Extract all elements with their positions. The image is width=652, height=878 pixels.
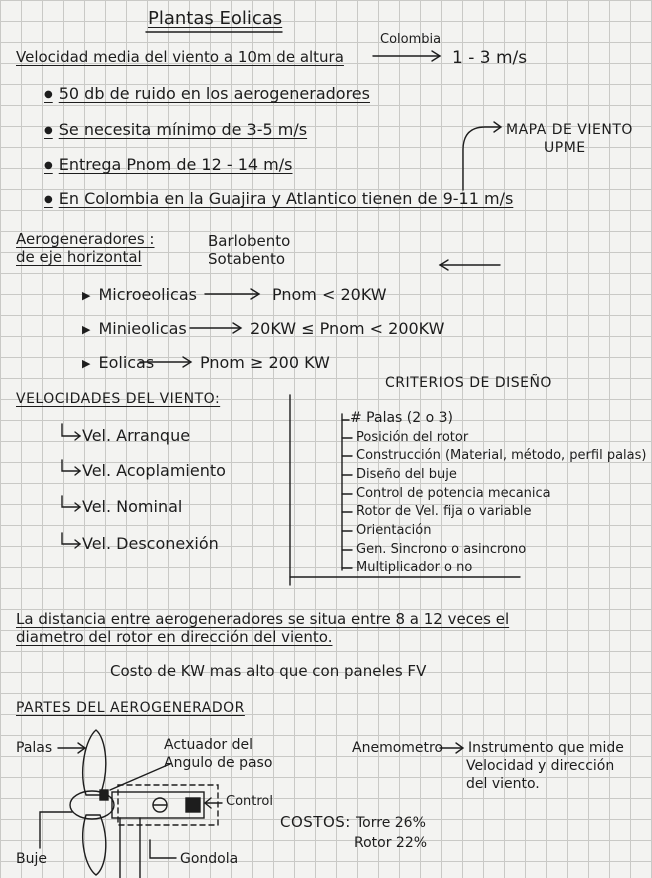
distancia-line2: diametro del rotor en dirección del viento. (16, 628, 333, 646)
bullet-ruido: ● 50 db de ruido en los aerogeneradores (44, 86, 370, 102)
map-note-line2: UPME (544, 140, 586, 156)
class-micro-name: ▶ Microeolicas (82, 287, 197, 303)
bullet-pnom: ● Entrega Pnom de 12 - 14 m/s (44, 157, 293, 173)
label-buje: Buje (16, 851, 47, 867)
costos-label: COSTOS: (280, 813, 351, 831)
anemometro-name: Anemometro (352, 740, 444, 756)
criterio-item: Posición del rotor (356, 430, 469, 445)
class-mini-name: ▶ Minieolicas (82, 321, 187, 337)
bullet-minimo: ● Se necesita mínimo de 3-5 m/s (44, 122, 307, 138)
aerogeneradores-heading: Aerogeneradores : (16, 230, 155, 248)
label-palas: Palas (16, 740, 53, 756)
anemometro-desc-line1: Instrumento que mide (468, 740, 624, 756)
criterio-item: Rotor de Vel. fija o variable (356, 504, 532, 519)
velocidades-heading: VELOCIDADES DEL VIENTO: (16, 391, 221, 407)
criterios-heading: CRITERIOS DE DISEÑO (385, 375, 552, 391)
velocidad-item: Vel. Nominal (82, 497, 183, 516)
criterio-item: Control de potencia mecanica (356, 486, 551, 501)
criterio-item: # Palas (2 o 3) (350, 410, 453, 426)
bullet-colombia: ● En Colombia en la Guajira y Atlantico tienen de 9-11 m/s (44, 191, 513, 207)
velocidad-item: Vel. Arranque (82, 426, 191, 445)
criterio-item: Gen. Sincrono o asincrono (356, 542, 527, 557)
anemometro-desc-line2: Velocidad y dirección (466, 758, 615, 774)
criterio-item: Orientación (356, 523, 432, 538)
distancia-line1: La distancia entre aerogeneradores se situa entre 8 a 12 veces el (16, 610, 510, 628)
class-eolicas-rule: Pnom ≥ 200 KW (200, 353, 330, 372)
type-barlobento: Barlobento (208, 232, 291, 250)
type-sotabento: Sotabento (208, 250, 286, 268)
page-title: Plantas Eolicas (148, 8, 283, 29)
costo-note: Costo de KW mas alto que con paneles FV (110, 662, 427, 680)
intro-value: 1 - 3 m/s (452, 48, 528, 68)
label-actuador-line1: Actuador del (164, 737, 254, 753)
criterio-item: Construcción (Material, método, perfil palas) (356, 448, 647, 463)
costo-item: Torre 26% (356, 815, 426, 831)
intro-arrow-label: Colombia (380, 32, 442, 47)
label-actuador-line2: Angulo de paso (164, 755, 273, 771)
map-note-arrow (463, 127, 500, 190)
aerogeneradores-subheading: de eje horizontal (16, 248, 142, 266)
costo-item: Rotor 22% (354, 835, 428, 851)
partes-heading: PARTES DEL AEROGENERADOR (16, 700, 245, 716)
anemometro-desc-line3: del viento. (466, 776, 540, 792)
class-mini-rule: 20KW ≤ Pnom < 200KW (250, 319, 445, 338)
map-note-line1: MAPA DE VIENTO (506, 122, 633, 138)
criterio-item: Multiplicador o no (356, 560, 473, 575)
criterio-item: Diseño del buje (356, 467, 457, 482)
class-eolicas-name: ▶ Eolicas (82, 355, 154, 371)
intro-line: Velocidad media del viento a 10m de altura (16, 48, 344, 66)
label-control: Control (226, 794, 273, 809)
velocidad-item: Vel. Desconexión (82, 534, 219, 553)
label-gondola: Gondola (180, 851, 239, 867)
class-micro-rule: Pnom < 20KW (272, 285, 387, 304)
velocidad-item: Vel. Acoplamiento (82, 461, 226, 480)
turbine-sketch (70, 730, 218, 878)
